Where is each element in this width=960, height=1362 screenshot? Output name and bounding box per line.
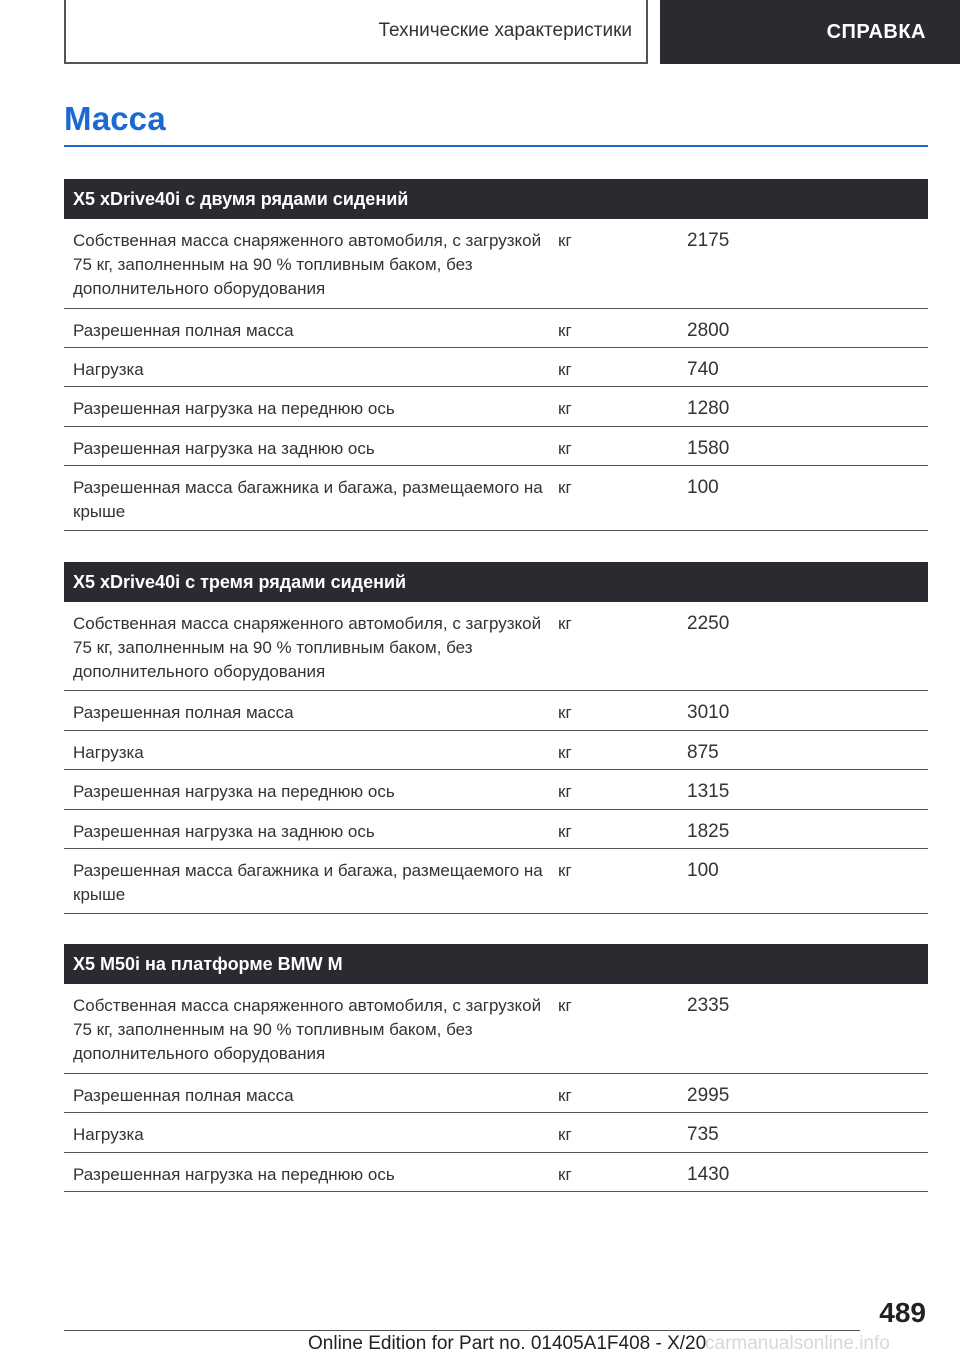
row-unit: кг [558,1165,572,1184]
table-heading: X5 M50i на платформе BMW M [64,944,928,984]
row-unit: кг [558,478,572,497]
row-label: Разрешенная нагрузка на заднюю ось [73,439,375,458]
spec-table-xdrive40i-three-rows [64,562,928,914]
table-heading: X5 xDrive40i с тремя рядами сидений [64,562,928,602]
row-unit: кг [558,743,572,762]
row-label: Собственная масса снаряженного автомобиля, с загрузкой 75 кг, заполненным на 90 % топливным баком, без дополнительного оборудования [73,614,542,681]
row-label: Нагрузка [73,360,144,379]
table-row [64,466,928,531]
row-unit: кг [558,321,572,340]
title-divider [64,145,928,147]
row-value: 2250 [687,613,730,634]
table-row [64,731,928,770]
spec-table-xdrive40i-two-rows [64,179,928,531]
table-row [64,691,928,731]
row-value: 735 [687,1124,719,1145]
table-row [64,984,928,1074]
footer-divider [64,1330,860,1331]
row-unit: кг [558,1086,572,1105]
header-section-label: Технические характеристики [378,20,632,41]
row-label: Разрешенная нагрузка на переднюю ось [73,1165,395,1184]
row-label: Нагрузка [73,1125,144,1144]
row-value: 100 [687,860,719,881]
row-label: Разрешенная масса багажника и багажа, размещаемого на крыше [73,478,543,521]
row-unit: кг [558,231,572,250]
row-label: Разрешенная полная масса [73,703,294,722]
row-unit: кг [558,861,572,880]
row-unit: кг [558,703,572,722]
row-value: 100 [687,477,719,498]
row-value: 2335 [687,995,730,1016]
table-row [64,1153,928,1192]
row-value: 2175 [687,230,730,251]
table-row [64,602,928,691]
row-unit: кг [558,439,572,458]
table-row [64,387,928,427]
row-unit: кг [558,822,572,841]
row-value: 1280 [687,398,730,419]
row-unit: кг [558,360,572,379]
spec-table-m50i [64,944,928,1192]
row-label: Собственная масса снаряженного автомобиля, с загрузкой 75 кг, заполненным на 90 % топливным баком, без дополнительного оборудования [73,231,542,298]
page-title: Масса [64,100,166,137]
row-value: 1430 [687,1164,730,1185]
table-row [64,770,928,810]
table-row [64,849,928,914]
row-value: 3010 [687,702,730,723]
row-unit: кг [558,782,572,801]
row-value: 1825 [687,821,730,842]
row-label: Разрешенная полная масса [73,1086,294,1105]
table-row [64,427,928,466]
table-row [64,1074,928,1113]
row-value: 1315 [687,781,730,802]
table-row [64,348,928,387]
row-value: 1580 [687,438,730,459]
table-row [64,810,928,849]
page-number: 489 [879,1297,926,1328]
row-unit: кг [558,399,572,418]
row-value: 740 [687,359,719,380]
table-row [64,1113,928,1153]
row-label: Разрешенная нагрузка на переднюю ось [73,399,395,418]
table-row [64,219,928,309]
row-unit: кг [558,614,572,633]
row-label: Разрешенная нагрузка на заднюю ось [73,822,375,841]
row-label: Разрешенная нагрузка на переднюю ось [73,782,395,801]
row-label: Нагрузка [73,743,144,762]
header-chapter-label: СПРАВКА [826,20,926,43]
row-value: 875 [687,742,719,763]
header-section-tab [64,0,648,64]
edition-note: Online Edition for Part no. 01405A1F408 - X/20 [308,1333,707,1354]
table-heading: X5 xDrive40i с двумя рядами сидений [64,179,928,219]
row-value: 2800 [687,320,730,341]
row-label: Разрешенная полная масса [73,321,294,340]
row-unit: кг [558,1125,572,1144]
header-chapter-tab [660,0,960,64]
watermark-text: carmanualsonline.info [705,1333,890,1354]
row-label: Разрешенная масса багажника и багажа, размещаемого на крыше [73,861,543,904]
row-unit: кг [558,996,572,1015]
row-value: 2995 [687,1085,730,1106]
table-row [64,309,928,348]
row-label: Собственная масса снаряженного автомобиля, с загрузкой 75 кг, заполненным на 90 % топливным баком, без дополнительного оборудования [73,996,542,1063]
